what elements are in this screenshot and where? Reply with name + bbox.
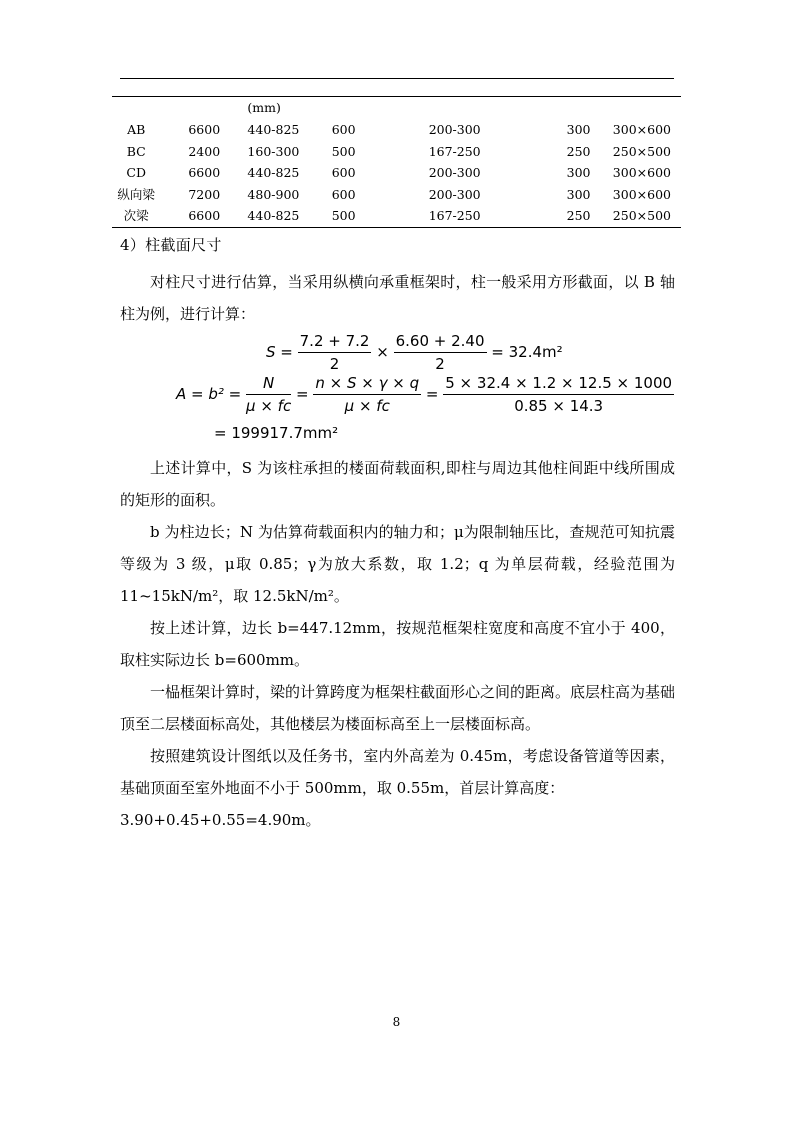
formula-a-fraction-2-numerator: n × S × γ × q (313, 374, 421, 395)
table-cell: 200-300 (428, 122, 481, 137)
formula-a-fraction-1 (246, 374, 291, 415)
table-cell: 300 (566, 122, 591, 137)
table-cell: 500 (331, 143, 356, 159)
table-cell: 160-300 (247, 143, 300, 159)
table-row (112, 205, 681, 227)
table-cell: 500 (331, 208, 356, 223)
table-cell: 300×600 (612, 122, 671, 137)
beam-size-table (112, 96, 681, 228)
page-number: 8 (392, 1015, 401, 1029)
formula-a (176, 374, 674, 415)
table-cell: BC (126, 143, 146, 159)
paragraph-2: b 为柱边长；N 为估算荷载面积内的轴力和；μ为限制轴压比，查规范可知抗震等级为 3 级，μ取 0.85；γ为放大系数，取 1.2；q 为单层荷载，经验范围为 11~15kN/m²，取 12.5kN/m²。 (120, 523, 675, 605)
table-cell: 250×500 (612, 208, 671, 223)
table-cell: 7200 (188, 186, 221, 202)
table-cell: 200-300 (428, 186, 481, 202)
table-cell: 440-825 (247, 122, 300, 137)
section-heading: 4）柱截面尺寸 (120, 236, 222, 254)
formula-a-result: = 199917.7mm² (214, 424, 339, 442)
table-cell: AB (127, 122, 146, 137)
table-cell: 纵向梁 (117, 186, 155, 202)
table-cell: 6600 (188, 165, 221, 180)
table-cell: 480-900 (247, 186, 300, 202)
table-cell: 2400 (188, 143, 221, 159)
formula-a-fraction-3-denominator: 0.85 × 14.3 (514, 397, 604, 415)
formula-s-fraction-1 (298, 332, 372, 373)
header-rule (120, 78, 674, 79)
formula-s-fraction-1-denominator: 2 (329, 355, 340, 373)
table-cell: 200-300 (428, 165, 481, 180)
table-cell: 300 (566, 186, 591, 202)
table-cell: 600 (331, 186, 356, 202)
formula-a-equals-2: = (425, 385, 439, 403)
formula-s-result: = 32.4m² (491, 343, 563, 361)
formula-a-lhs: A = b² = (176, 385, 242, 403)
paragraph-3: 按上述计算，边长 b=447.12mm，按规范框架柱宽度和高度不宜小于 400，取柱实际边长 b=600mm。 (120, 619, 675, 669)
table-cell: 440-825 (247, 208, 300, 223)
paragraph-4: 一榀框架计算时，梁的计算跨度为框架柱截面形心之间的距离。底层柱高为基础顶至二层楼面标高处，其他楼层为楼面标高至上一层楼面标高。 (120, 683, 676, 733)
paragraph-1: 上述计算中，S 为该柱承担的楼面荷载面积,即柱与周边其他柱间距中线所围成的矩形的面积。 (120, 459, 675, 509)
table-row (112, 119, 681, 141)
formula-s-fraction-2 (394, 332, 487, 373)
formula-s-fraction-2-numerator: 6.60 + 2.40 (394, 332, 487, 353)
intro-paragraph: 对柱尺寸进行估算，当采用纵横向承重框架时，柱一般采用方形截面，以 B 轴柱为例，进行计算： (120, 273, 675, 323)
unit-label: (mm) (247, 100, 281, 115)
formula-a-fraction-1-numerator: N (246, 374, 291, 395)
formula-s-times: × (376, 343, 389, 361)
table-cell: 6600 (188, 208, 221, 223)
formula-a-fraction-3-numerator: 5 × 32.4 × 1.2 × 12.5 × 1000 (443, 374, 674, 395)
table-row (112, 162, 681, 184)
formula-a-fraction-1-denominator: μ × fc (246, 397, 292, 415)
table-cell: 600 (331, 165, 356, 180)
table-cell: 600 (331, 122, 356, 137)
table-cell: 167-250 (428, 208, 481, 223)
formula-a-fraction-2-denominator: μ × fc (344, 397, 390, 415)
table-unit-row (112, 97, 681, 119)
formula-s-fraction-1-numerator: 7.2 + 7.2 (298, 332, 372, 353)
table-cell: 167-250 (428, 143, 481, 159)
formula-s-lhs: S = (266, 343, 293, 361)
formula-s-fraction-2-denominator: 2 (435, 355, 445, 373)
table-cell: 6600 (188, 122, 221, 137)
table-cell: 250 (566, 208, 591, 223)
table-cell: 次梁 (123, 208, 149, 223)
table-cell: CD (126, 165, 146, 180)
formula-a-fraction-3 (443, 374, 674, 415)
table-cell: 250 (566, 143, 591, 159)
formula-s (266, 332, 563, 373)
table-cell: 300×600 (612, 186, 671, 202)
final-calculation-line: 3.90+0.45+0.55=4.90m。 (120, 811, 321, 829)
table-row (112, 141, 681, 163)
formula-a-equals-1: = (296, 385, 309, 403)
table-cell: 250×500 (612, 143, 671, 159)
table-cell: 300×600 (612, 165, 671, 180)
table-row (112, 184, 681, 206)
table-cell: 300 (566, 165, 591, 180)
formula-a-fraction-2 (313, 374, 421, 415)
table-cell: 440-825 (247, 165, 300, 180)
paragraph-5: 按照建筑设计图纸以及任务书，室内外高差为 0.45m，考虑设备管道等因素，基础顶面至室外地面不小于 500mm，取 0.55m，首层计算高度： (120, 747, 675, 797)
table-bottom-rule (112, 227, 681, 228)
